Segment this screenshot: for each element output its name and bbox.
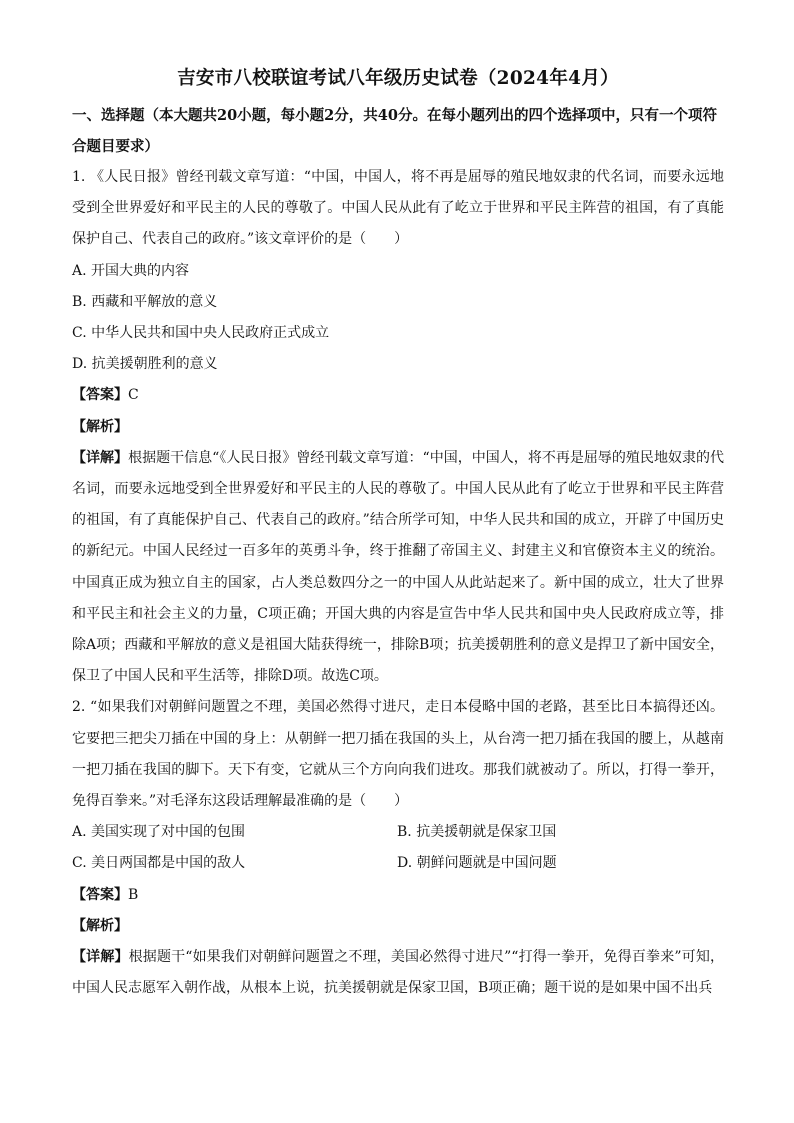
question-1 [72,162,724,692]
exam-page [72,62,724,1004]
detail-text: 根据题干信息“《人民日报》曾经刊载文章写道：“中国，中国人，将不再是屈辱的殖民地奴隶的代名词，而要永远地受到全世界爱好和平民主的人民的尊敬了。中国人民从此有了屹立于世界和平民主阵营的祖国，有了真能保护自己、代表自己的政府。”结合所学可知，中华人民共和国的成立，开辟了中国历史的新纪元。中国人民经过一百多年的英勇斗争，终于推翻了帝国主义、封建主义和官僚资本主义的统治。中国真正成为独立自主的国家，占人类总数四分之一的中国人从此站起来了。新中国的成立，壮大了世界和平民主和社会主义的力量，C项正确；开国大典的内容是宣告中华人民共和国中央人民政府成立等，排除A项；西藏和平解放的意义是祖国大陆获得统一，排除B项；抗美援朝胜利的意义是捍卫了新中国安全，保卫了中国人民和平生活等，排除D项。故选C项。 [72,449,725,685]
answer-tag: 【答案】 [72,387,128,404]
question-stem: 2. “如果我们对朝鲜问题置之不理，美国必然得寸进尺，走日本侵略中国的老路，甚至比日本搞得还凶。它要把三把尖刀插在中国的身上：从朝鲜一把刀插在我国的头上，从台湾一把刀插在我国的腰上，从越南一把刀插在我国的脚下。天下有变，它就从三个方向向我们进攻。那我们就被动了。所以，打得一拳开，免得百拳来。”对毛泽东这段话理解最准确的是（ ） [72,699,724,810]
analysis-tag: 【解析】 [72,917,128,934]
option-row [72,848,724,879]
detail-text: 根据题干“如果我们对朝鲜问题置之不理，美国必然得寸进尺”“打得一拳开，免得百拳来”可知，中国人民志愿军入朝作战，从根本上说，抗美援朝就是保家卫国，B项正确；题干说的是如果中国不出兵 [72,949,724,997]
analysis-line [72,911,724,942]
option-b: B. 抗美援朝就是保家卫国 [397,824,557,841]
detail-tag: 【详解】 [72,449,129,466]
section-heading: 一、选择题（本大题共20小题，每小题2分，共40分。在每小题列出的四个选择项中，只有一个项符合题目要求） [72,107,717,155]
option-d: D. 朝鲜问题就是中国问题 [397,855,557,872]
option-a: A. 美国实现了对中国的包围 [72,824,246,841]
answer-line [72,880,724,911]
answer-tag: 【答案】 [72,886,128,903]
detail-tag: 【详解】 [72,949,129,966]
option-c: C. 美日两国都是中国的敌人 [72,855,246,872]
analysis-line [72,412,724,443]
answer-value: C [128,387,139,404]
option-a: A. 开国大典的内容 [72,262,190,279]
answer-line [72,380,724,411]
option-c: C. 中华人民共和国中央人民政府正式成立 [72,325,330,342]
answer-value: B [128,886,139,903]
option-b: B. 西藏和平解放的意义 [72,293,218,310]
question-2 [72,692,724,1004]
option-d: D. 抗美援朝胜利的意义 [72,356,218,373]
detail-paragraph [72,942,724,1004]
page-title: 吉安市八校联谊考试八年级历史试卷（2024年4月） [177,68,619,89]
detail-paragraph [72,443,724,693]
analysis-tag: 【解析】 [72,418,128,435]
option-row [72,817,724,848]
question-stem: 1. 《人民日报》曾经刊载文章写道：“中国，中国人，将不再是屈辱的殖民地奴隶的代名词，而要永远地受到全世界爱好和平民主的人民的尊敬了。中国人民从此有了屹立于世界和平民主阵营的祖国，有了真能保护自己、代表自己的政府。”该文章评价的是（ ） [72,169,724,248]
